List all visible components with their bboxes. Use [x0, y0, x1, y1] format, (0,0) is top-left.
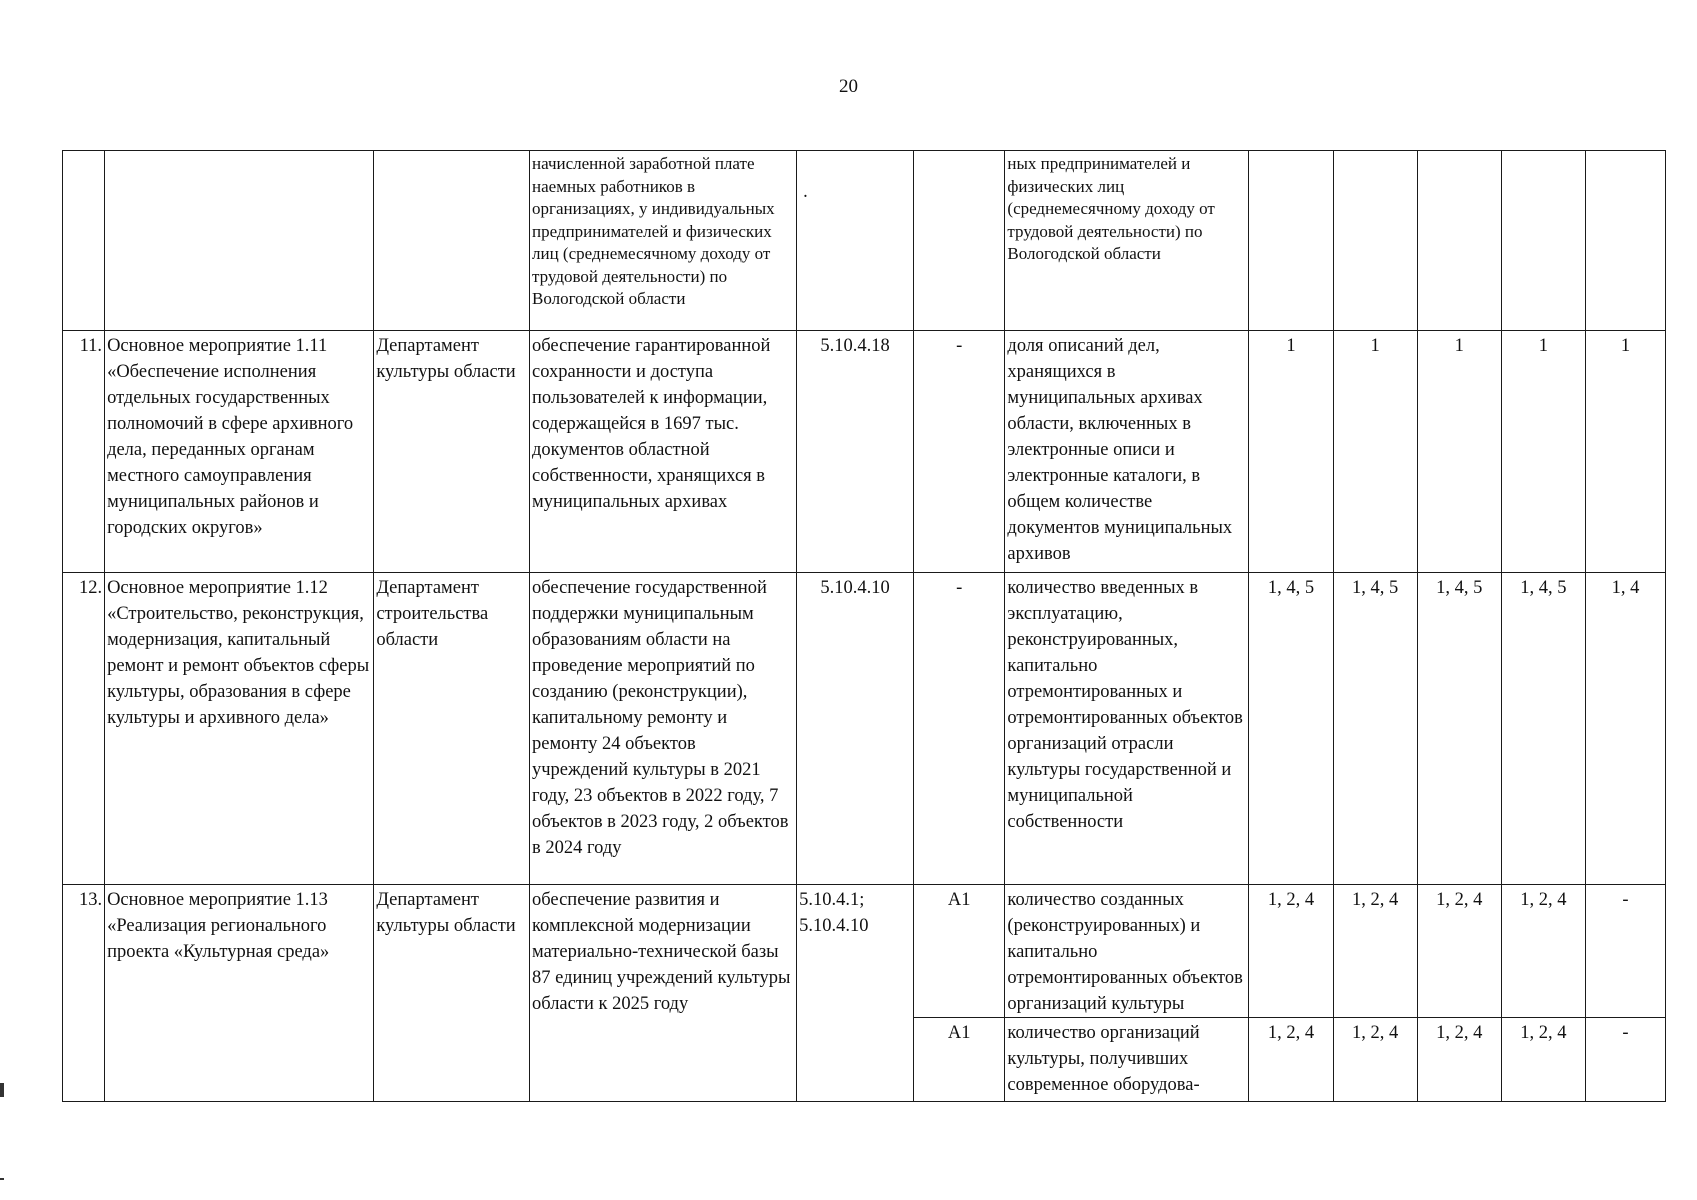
scan-artifact-mark [0, 1178, 4, 1180]
measure-cell: Основное мероприятие 1.12 «Строительство, реконструкция, модернизация, капитальный ремонт и ремонт объектов сферы культуры, образования в сфере культуры и архивного дела» [105, 573, 374, 885]
value-cell: 1, 2, 4 [1249, 1018, 1333, 1102]
table-row [63, 151, 1666, 331]
scan-artifact-mark [0, 1083, 4, 1097]
value-cell: 1, 4, 5 [1417, 573, 1501, 885]
indicator-cell: количество созданных (реконструированных) и капитально отремонтированных объектов организаций культуры [1005, 885, 1249, 1018]
value-cell [1501, 151, 1585, 331]
indicator-cell: количество введенных в эксплуатацию, реконструированных, капитально отремонтированных и отремонтированных объектов организаций отрасли культуры государственной и муниципальной собственности [1005, 573, 1249, 885]
page-number: 20 [839, 76, 858, 97]
result-cell: начисленной заработной плате наемных работников в организациях, у индивидуальных предпринимателей и физических лиц (среднемесячному доходу от трудовой деятельности) по Вологодской области [530, 151, 797, 331]
value-cell: 1, 4, 5 [1501, 573, 1585, 885]
row-number: 11. [63, 331, 105, 573]
result-cell: обеспечение государственной поддержки муниципальным образованиям области на проведение мероприятий по созданию (реконструкции), капитальному ремонту и ремонту 24 объектов учреждений культуры в 2021 году, 23 объектов в 2022 году, 7 объектов в 2023 году, 2 объектов в 2024 году [530, 573, 797, 885]
executor-cell: Департамент культуры области [374, 331, 530, 573]
result-cell: обеспечение развития и комплексной модернизации материально-технической базы 87 единиц учреждений культуры области к 2025 году [530, 885, 797, 1102]
table-row [63, 885, 1666, 1018]
measure-cell [105, 151, 374, 331]
program-measures-table [62, 150, 1666, 1102]
value-cell: 1 [1417, 331, 1501, 573]
result-cell: обеспечение гарантированной сохранности и доступа пользователей к информации, содержащейся в 1697 тыс. документов областной собственности, хранящихся в муниципальных архивах [530, 331, 797, 573]
value-cell [1249, 151, 1333, 331]
project-cell: - [913, 331, 1005, 573]
table-row [63, 573, 1666, 885]
value-cell: 1, 2, 4 [1249, 885, 1333, 1018]
value-cell [1585, 151, 1665, 331]
indicator-cell: ных предпринимателей и физических лиц (среднемесячному доходу от трудовой деятельности) по Вологодской области [1005, 151, 1249, 331]
value-cell: 1, 2, 4 [1333, 1018, 1417, 1102]
value-cell: 1, 2, 4 [1417, 1018, 1501, 1102]
indicator-cell: количество организаций культуры, получивших современное оборудова- [1005, 1018, 1249, 1102]
code-cell: 5.10.4.18 [797, 331, 914, 573]
value-cell: 1 [1249, 331, 1333, 573]
value-cell [1417, 151, 1501, 331]
value-cell: 1, 2, 4 [1417, 885, 1501, 1018]
executor-cell [374, 151, 530, 331]
value-cell: - [1585, 1018, 1665, 1102]
measure-cell: Основное мероприятие 1.13 «Реализация регионального проекта «Культурная среда» [105, 885, 374, 1102]
project-cell: - [913, 573, 1005, 885]
row-number: 13. [63, 885, 105, 1102]
value-cell: 1, 2, 4 [1333, 885, 1417, 1018]
table-row [63, 331, 1666, 573]
value-cell: 1, 4, 5 [1249, 573, 1333, 885]
project-cell [913, 151, 1005, 331]
executor-cell: Департамент культуры области [374, 885, 530, 1102]
row-number: 12. [63, 573, 105, 885]
value-cell: - [1585, 885, 1665, 1018]
value-cell: 1 [1501, 331, 1585, 573]
value-cell: 1 [1585, 331, 1665, 573]
measure-cell: Основное мероприятие 1.11 «Обеспечение исполнения отдельных государственных полномочий в сфере архивного дела, переданных органам местного самоуправления муниципальных районов и городских округов» [105, 331, 374, 573]
code-cell: 5.10.4.1; 5.10.4.10 [797, 885, 914, 1102]
value-cell: 1, 4 [1585, 573, 1665, 885]
value-cell: 1, 2, 4 [1501, 1018, 1585, 1102]
value-cell [1333, 151, 1417, 331]
project-cell: А1 [913, 1018, 1005, 1102]
executor-cell: Департамент строительства области [374, 573, 530, 885]
value-cell: 1, 2, 4 [1501, 885, 1585, 1018]
code-cell: 5.10.4.10 [797, 573, 914, 885]
row-number [63, 151, 105, 331]
project-cell: А1 [913, 885, 1005, 1018]
value-cell: 1 [1333, 331, 1417, 573]
value-cell: 1, 4, 5 [1333, 573, 1417, 885]
code-cell: . [797, 151, 914, 331]
indicator-cell: доля описаний дел, хранящихся в муниципальных архивах области, включенных в электронные описи и электронные каталоги, в общем количестве документов муниципальных архивов [1005, 331, 1249, 573]
